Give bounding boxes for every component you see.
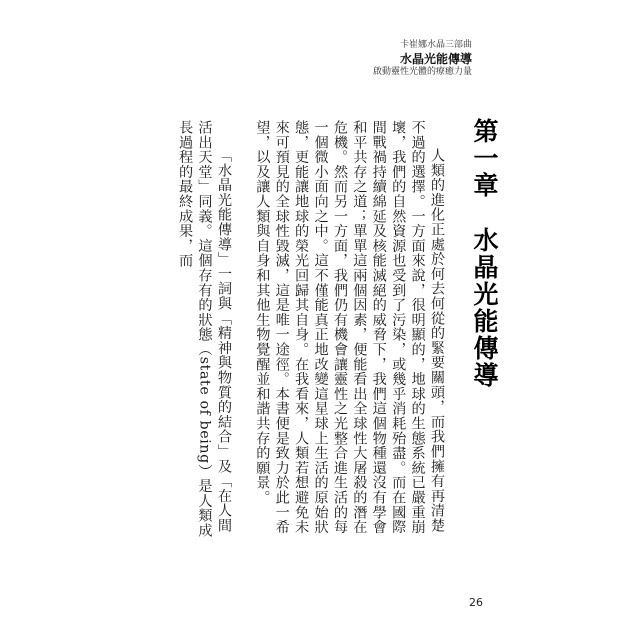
paragraph: 人類的進化正處於何去何從的緊要關頭，而我們擁有再清楚不過的選擇。一方面來說，很明顯的，地球的生態系統已嚴重崩壞，我們的自然資源也受到了污染，或幾乎消耗殆盡。而在國際間戰禍持續綿延及核能滅絕的威脅下，我們這個物種還沒有學會和平共存之道；單單這兩個因素，便能看出全球性大屠殺的潛在危機。然而另一方面，我們仍有機會讓靈性之光整合進生活的每一個微小面向之中。這不僅能真正地改變這星球上生活的原始狀態，更能讓地球的榮光回歸其自身。在我看來，人類若想避免未來可預見的全球性毀滅，這是唯一途徑。本書便是致力於此一希望，以及讓人類與自身和其他生物覺醒並和諧共存的願景。 [254,120,445,535]
book-title: 水晶光能傳導 [399,51,472,66]
book-subtitle: 啟動靈性光體的療癒力量 [372,67,472,78]
chapter-number: 第一章 [470,118,499,199]
page-number: 26 [469,596,483,609]
chapter-heading [466,118,502,389]
chapter-title: 水晶光能傳導 [470,227,499,389]
series-name: 卡崔娜水晶三部曲 [399,40,472,50]
running-header [373,40,472,78]
paragraph: 「水晶光能傳導」一詞與「精神與物質的結合」及「在人間活出天堂」同義。這個存有的狀態（state of being）是人類成長過程的最終成果，而 [177,120,232,538]
body-text [175,120,446,540]
